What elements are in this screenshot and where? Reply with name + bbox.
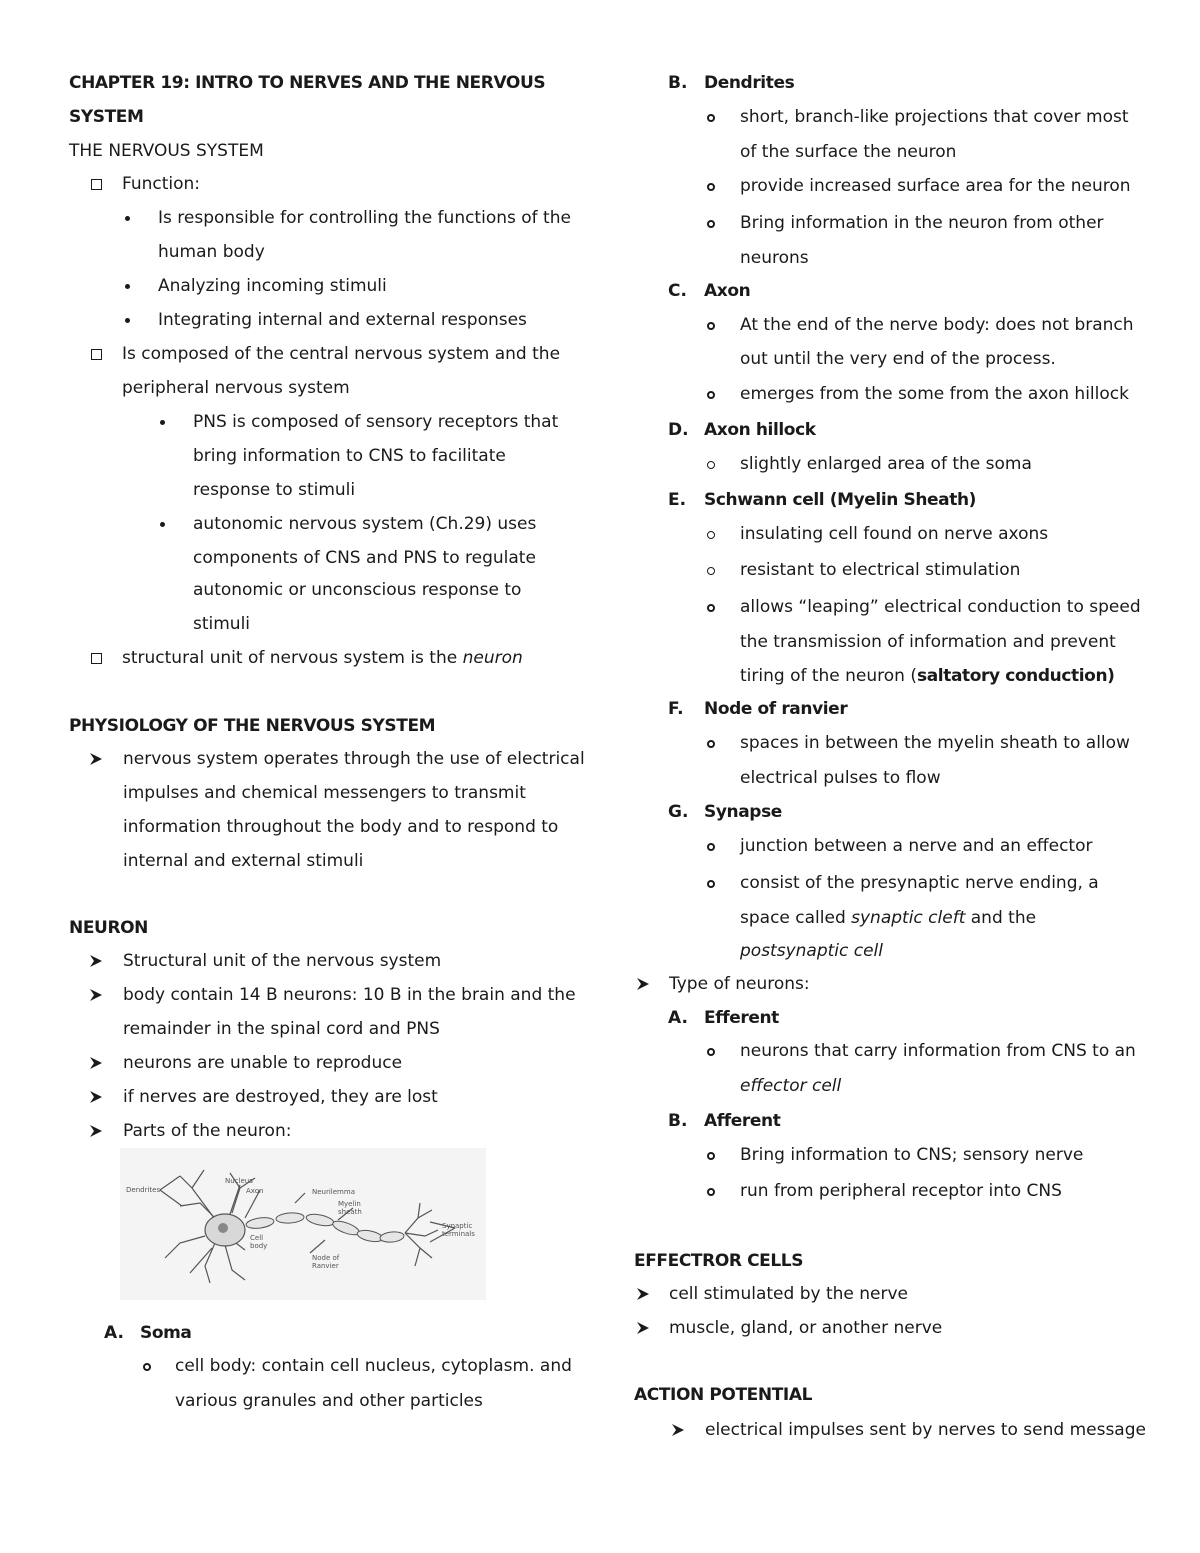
arrowhead-bullet-icon xyxy=(89,988,103,1002)
label-myelin: Myelin xyxy=(338,1200,361,1208)
axon-hillock-letter: D. xyxy=(668,420,689,440)
ans-line2: components of CNS and PNS to regulate xyxy=(193,548,536,568)
label-body: body xyxy=(250,1242,268,1250)
physiology-line4: internal and external stimuli xyxy=(123,851,364,871)
node-item-1-line1: spaces in between the myelin sheath to allow xyxy=(740,733,1130,753)
dendrites-letter: B. xyxy=(668,73,688,93)
structural-unit-text: structural unit of nervous system is the xyxy=(122,648,463,668)
schwann-item-3-text: tiring of the neuron ( xyxy=(740,666,917,686)
dendrites-item-2: provide increased surface area for the neuron xyxy=(740,176,1131,196)
efferent-line2: effector cell xyxy=(740,1076,842,1096)
structural-unit-neuron: neuron xyxy=(462,648,523,668)
label-nucleus: Nucleus xyxy=(225,1177,253,1185)
ans-line1: autonomic nervous system (Ch.29) uses xyxy=(193,514,537,534)
circle-bullet-icon xyxy=(707,322,715,330)
dendrites-item-1-line2: of the surface the neuron xyxy=(740,142,957,162)
effector-item-1: cell stimulated by the nerve xyxy=(669,1284,908,1304)
action-potential-item: electrical impulses sent by nerves to send message xyxy=(705,1420,1146,1440)
arrowhead-bullet-icon xyxy=(89,954,103,968)
afferent-letter: B. xyxy=(668,1111,688,1131)
checkbox-bullet-icon xyxy=(91,179,102,190)
arrowhead-bullet-icon xyxy=(89,1090,103,1104)
action-potential-heading: ACTION POTENTIAL xyxy=(634,1385,813,1405)
function-item-3: Integrating internal and external responses xyxy=(158,310,527,330)
neuron-item-1: Structural unit of the nervous system xyxy=(123,951,442,971)
synapse-space-text: space called xyxy=(740,908,852,928)
pns-line1: PNS is composed of sensory receptors that xyxy=(193,412,559,432)
circle-bullet-icon xyxy=(707,531,715,539)
label-sheath: sheath xyxy=(338,1208,362,1216)
circle-bullet-icon xyxy=(707,1152,715,1160)
function-item-1-line1: Is responsible for controlling the functions of the xyxy=(158,208,571,228)
label-ranvier: Ranvier xyxy=(312,1262,339,1270)
label-synaptic: Synaptic xyxy=(442,1222,473,1230)
ans-line3: autonomic or unconscious response to xyxy=(193,580,522,600)
arrowhead-bullet-icon xyxy=(636,1321,650,1335)
chapter-title-line1: CHAPTER 19: INTRO TO NERVES AND THE NERVOUS xyxy=(69,73,546,93)
function-label: Function: xyxy=(122,174,201,194)
label-node-of: Node of xyxy=(312,1254,340,1262)
efferent-letter: A. xyxy=(668,1008,688,1028)
soma-line1: cell body: contain cell nucleus, cytoplasm. and xyxy=(175,1356,572,1376)
axon-item-2: emerges from the some from the axon hillock xyxy=(740,384,1129,404)
arrowhead-bullet-icon xyxy=(671,1423,685,1437)
bullet-dot-icon xyxy=(160,522,165,527)
label-dendrites: Dendrites xyxy=(126,1186,161,1194)
schwann-item-1: insulating cell found on nerve axons xyxy=(740,524,1049,544)
circle-bullet-icon xyxy=(707,740,715,748)
neuron-item-2-line1: body contain 14 B neurons: 10 B in the brain and the xyxy=(123,985,576,1005)
checkbox-bullet-icon xyxy=(91,349,102,360)
soma-heading: Soma xyxy=(140,1323,192,1343)
synapse-and-text: and the xyxy=(965,908,1037,928)
chapter-title-line2: SYSTEM xyxy=(69,107,144,127)
arrowhead-bullet-icon xyxy=(636,977,650,991)
physiology-line2: impulses and chemical messengers to transmit xyxy=(123,783,526,803)
dendrites-item-3-line2: neurons xyxy=(740,248,809,268)
circle-bullet-icon xyxy=(707,880,715,888)
circle-bullet-icon xyxy=(707,114,715,122)
bullet-dot-icon xyxy=(160,420,165,425)
axon-item-1-line1: At the end of the nerve body: does not branch xyxy=(740,315,1134,335)
ans-line4: stimuli xyxy=(193,614,251,634)
circle-bullet-icon xyxy=(707,183,715,191)
neuron-heading: NEURON xyxy=(69,918,149,938)
label-cell: Cell xyxy=(250,1234,264,1242)
structural-unit-line xyxy=(122,647,523,669)
circle-bullet-icon xyxy=(707,567,715,575)
synapse-item-2-line1: consist of the presynaptic nerve ending, a xyxy=(740,873,1099,893)
pns-line2: bring information to CNS to facilitate xyxy=(193,446,506,466)
bullet-dot-icon xyxy=(125,216,130,221)
axon-letter: C. xyxy=(668,281,687,301)
synaptic-cleft: synaptic cleft xyxy=(851,908,966,928)
neuron-item-4: if nerves are destroyed, they are lost xyxy=(123,1087,438,1107)
afferent-item-2: run from peripheral receptor into CNS xyxy=(740,1181,1062,1201)
circle-bullet-icon xyxy=(707,220,715,228)
synapse-heading: Synapse xyxy=(704,802,782,822)
physiology-line3: information throughout the body and to respond to xyxy=(123,817,559,837)
node-of-ranvier-heading: Node of ranvier xyxy=(704,699,848,719)
circle-bullet-icon xyxy=(707,1048,715,1056)
circle-bullet-icon xyxy=(707,843,715,851)
neuron-diagram xyxy=(120,1148,486,1300)
arrowhead-bullet-icon xyxy=(636,1287,650,1301)
efferent-line1: neurons that carry information from CNS to an xyxy=(740,1041,1136,1061)
neuron-item-2-line2: remainder in the spinal cord and PNS xyxy=(123,1019,440,1039)
arrowhead-bullet-icon xyxy=(89,752,103,766)
dendrites-heading: Dendrites xyxy=(704,73,795,93)
function-item-2: Analyzing incoming stimuli xyxy=(158,276,387,296)
label-terminals: terminals xyxy=(442,1230,475,1238)
node-item-1-line2: electrical pulses to flow xyxy=(740,768,941,788)
circle-bullet-icon xyxy=(707,1188,715,1196)
dendrites-item-1-line1: short, branch-like projections that cover most xyxy=(740,107,1129,127)
axon-hillock-item-1: slightly enlarged area of the soma xyxy=(740,454,1032,474)
synapse-item-2-line2 xyxy=(740,907,1036,929)
schwann-item-3-line1: allows “leaping” electrical conduction to speed xyxy=(740,597,1141,617)
axon-item-1-line2: out until the very end of the process. xyxy=(740,349,1056,369)
efferent-heading: Efferent xyxy=(704,1008,779,1028)
section-nervous-system: THE NERVOUS SYSTEM xyxy=(69,141,264,161)
checkbox-bullet-icon xyxy=(91,653,102,664)
arrowhead-bullet-icon xyxy=(89,1056,103,1070)
types-of-neurons-label: Type of neurons: xyxy=(669,974,810,994)
bullet-dot-icon xyxy=(125,284,130,289)
composed-line1: Is composed of the central nervous system and the xyxy=(122,344,561,364)
circle-bullet-icon xyxy=(143,1363,151,1371)
effector-cells-heading: EFFECTROR CELLS xyxy=(634,1251,804,1271)
dendrites-item-3-line1: Bring information in the neuron from other xyxy=(740,213,1104,233)
schwann-item-2: resistant to electrical stimulation xyxy=(740,560,1021,580)
schwann-item-3-line3 xyxy=(740,665,1115,687)
composed-line2: peripheral nervous system xyxy=(122,378,350,398)
effector-item-2: muscle, gland, or another nerve xyxy=(669,1318,943,1338)
node-of-ranvier-letter: F. xyxy=(668,699,684,719)
schwann-letter: E. xyxy=(668,490,687,510)
circle-bullet-icon xyxy=(707,391,715,399)
neuron-item-3: neurons are unable to reproduce xyxy=(123,1053,403,1073)
schwann-item-3-line2: the transmission of information and prevent xyxy=(740,632,1116,652)
function-item-1-line2: human body xyxy=(158,242,265,262)
soma-line2: various granules and other particles xyxy=(175,1391,483,1411)
physiology-line1: nervous system operates through the use of electrical xyxy=(123,749,585,769)
synapse-letter: G. xyxy=(668,802,689,822)
afferent-item-1: Bring information to CNS; sensory nerve xyxy=(740,1145,1084,1165)
saltatory-conduction: saltatory conduction) xyxy=(917,666,1115,686)
afferent-heading: Afferent xyxy=(704,1111,781,1131)
label-axon: Axon xyxy=(246,1187,264,1195)
pns-line3: response to stimuli xyxy=(193,480,356,500)
soma-letter: A. xyxy=(104,1323,124,1343)
bullet-dot-icon xyxy=(125,318,130,323)
neuron-item-5: Parts of the neuron: xyxy=(123,1121,292,1141)
circle-bullet-icon xyxy=(707,604,715,612)
synapse-item-1: junction between a nerve and an effector xyxy=(740,836,1093,856)
circle-bullet-icon xyxy=(707,461,715,469)
schwann-heading: Schwann cell (Myelin Sheath) xyxy=(704,490,977,510)
synapse-item-2-line3: postsynaptic cell xyxy=(740,941,884,961)
arrowhead-bullet-icon xyxy=(89,1124,103,1138)
label-neurilemma: Neurilemma xyxy=(312,1188,355,1196)
physiology-heading: PHYSIOLOGY OF THE NERVOUS SYSTEM xyxy=(69,716,436,736)
axon-hillock-heading: Axon hillock xyxy=(704,420,816,440)
axon-heading: Axon xyxy=(704,281,751,301)
